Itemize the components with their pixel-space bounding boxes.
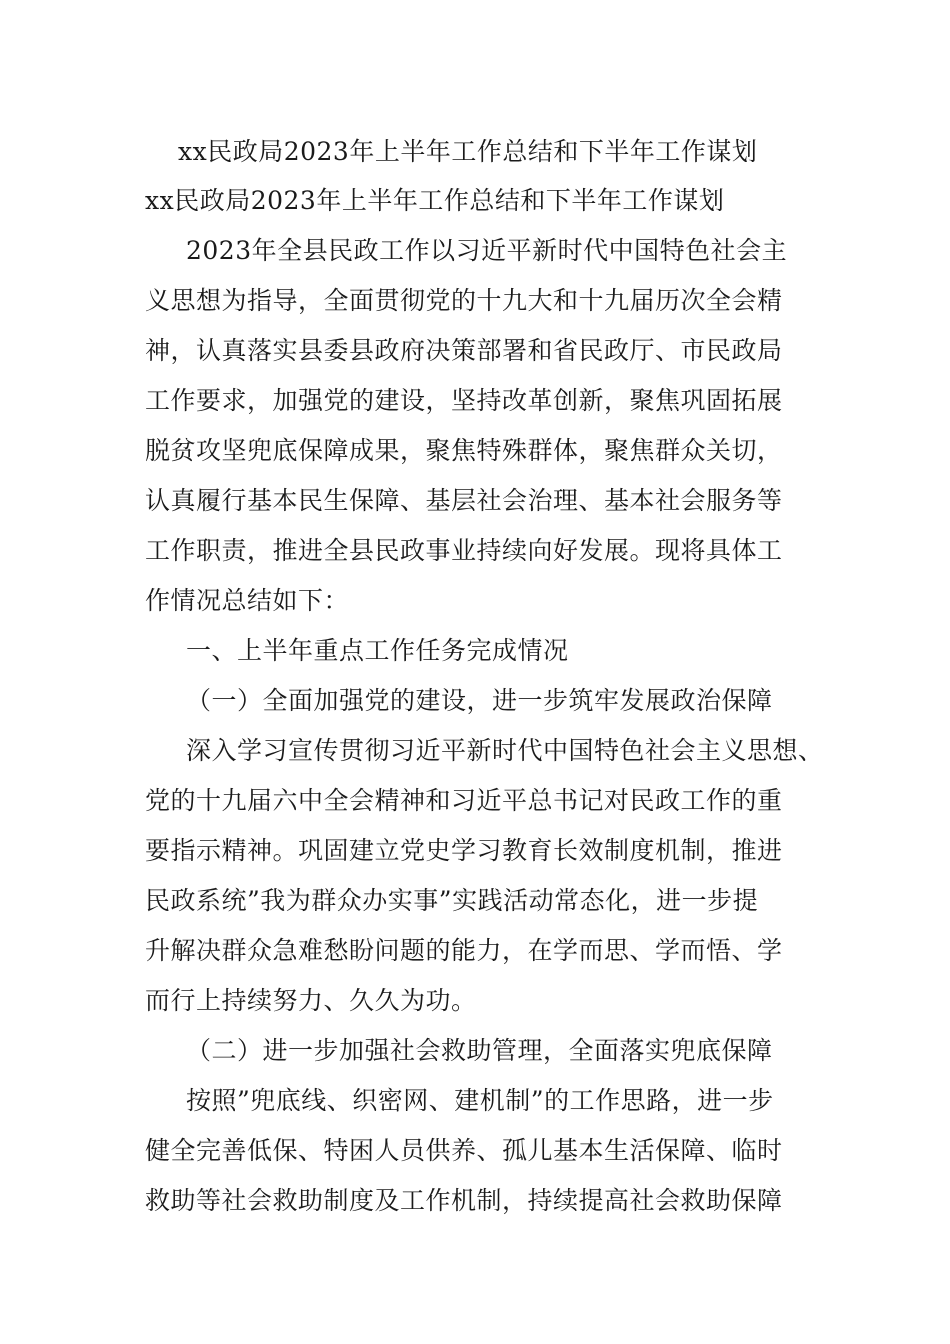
paragraph-line: 要指示精神。巩固建立党史学习教育长效制度机制，推进 xyxy=(145,836,783,865)
document-subtitle: xx民政局2023年上半年工作总结和下半年工作谋划 xyxy=(145,186,725,215)
intro-line: 脱贫攻坚兜底保障成果，聚焦特殊群体，聚焦群众关切， xyxy=(145,436,783,465)
subsection-heading: （一）全面加强党的建设，进一步筑牢发展政治保障 xyxy=(186,686,773,715)
subsection-heading: （二）进一步加强社会救助管理，全面落实兜底保障 xyxy=(186,1036,773,1065)
paragraph-line: 升解决群众急难愁盼问题的能力，在学而思、学而悟、学 xyxy=(145,936,783,965)
document-title: xx民政局2023年上半年工作总结和下半年工作谋划 xyxy=(178,137,758,166)
intro-line: 认真履行基本民生保障、基层社会治理、基本社会服务等 xyxy=(145,486,783,515)
intro-line: 2023年全县民政工作以习近平新时代中国特色社会主 xyxy=(186,236,788,265)
intro-line: 神，认真落实县委县政府决策部署和省民政厅、市民政局 xyxy=(145,336,783,365)
paragraph-line: 救助等社会救助制度及工作机制，持续提高社会救助保障 xyxy=(145,1186,783,1215)
paragraph-line: 健全完善低保、特困人员供养、孤儿基本生活保障、临时 xyxy=(145,1136,783,1165)
paragraph-line: 民政系统”我为群众办实事”实践活动常态化，进一步提 xyxy=(145,886,759,915)
intro-line: 作情况总结如下： xyxy=(145,586,350,615)
intro-line: 义思想为指导，全面贯彻党的十九大和十九届历次全会精 xyxy=(145,286,783,315)
intro-line: 工作要求，加强党的建设，坚持改革创新，聚焦巩固拓展 xyxy=(145,386,783,415)
intro-line: 工作职责，推进全县民政事业持续向好发展。现将具体工 xyxy=(145,536,783,565)
paragraph-line: 按照”兜底线、织密网、建机制”的工作思路，进一步 xyxy=(186,1086,774,1115)
paragraph-line: 深入学习宣传贯彻习近平新时代中国特色社会主义思想、 xyxy=(186,736,824,765)
section-heading: 一、上半年重点工作任务完成情况 xyxy=(186,636,569,665)
paragraph-line: 党的十九届六中全会精神和习近平总书记对民政工作的重 xyxy=(145,786,783,815)
paragraph-line: 而行上持续努力、久久为功。 xyxy=(145,986,477,1015)
